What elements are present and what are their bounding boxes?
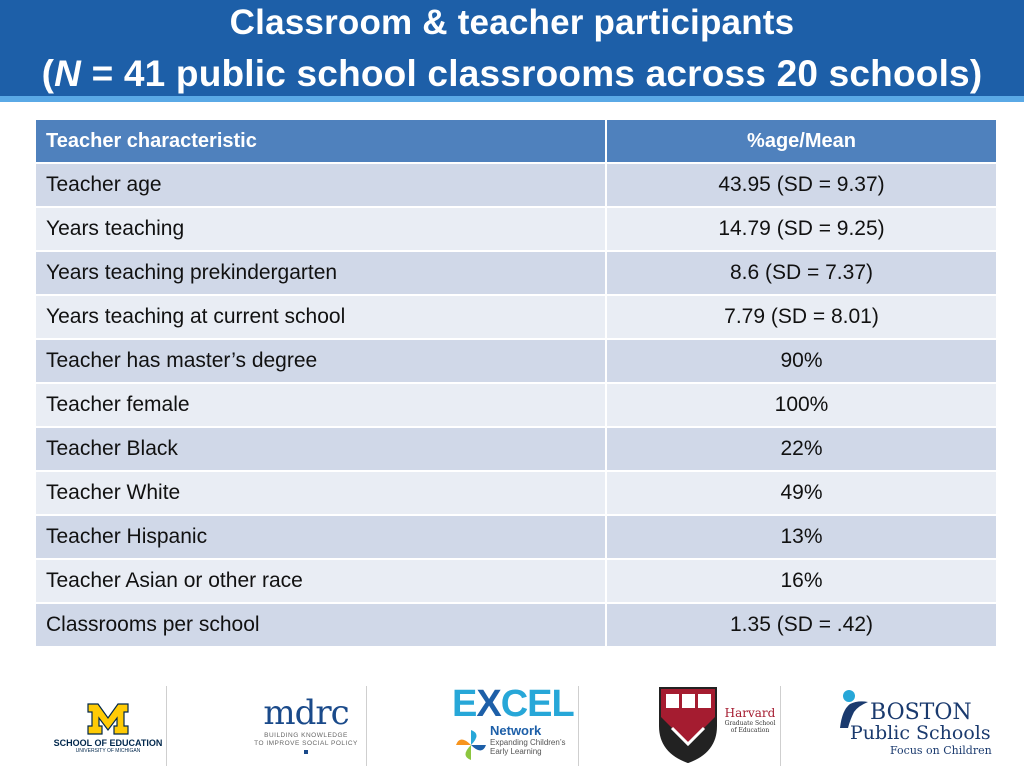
row-value: 8.6 (SD = 7.37) (606, 251, 997, 295)
mdrc-tagline-2: TO IMPROVE SOCIAL POLICY (254, 740, 358, 747)
row-value: 49% (606, 471, 997, 515)
excel-letters-cel: CEL (500, 683, 574, 725)
mdrc-tagline-1: BUILDING KNOWLEDGE (264, 732, 348, 739)
row-label: Teacher Asian or other race (35, 559, 606, 603)
header-accent-strip (0, 96, 1024, 102)
bps-line2: Public Schools (850, 722, 991, 744)
mdrc-dot (304, 750, 308, 754)
block-m-icon (86, 702, 130, 736)
subtitle-text: = 41 public school classrooms across 20 schools) (81, 53, 983, 94)
table-row (35, 471, 997, 515)
harvard-name: Harvard (724, 706, 776, 720)
row-value: 14.79 (SD = 9.25) (606, 207, 997, 251)
mdrc-wordmark: mdrc (263, 693, 349, 733)
row-label: Classrooms per school (35, 603, 606, 647)
row-value: 90% (606, 339, 997, 383)
row-label: Years teaching at current school (35, 295, 606, 339)
umich-line2: UNIVERSITY OF MICHIGAN (75, 748, 141, 754)
harvard-line1: Graduate School (724, 720, 776, 727)
table-row (35, 295, 997, 339)
row-label: Teacher has master’s degree (35, 339, 606, 383)
row-label: Years teaching prekindergarten (35, 251, 606, 295)
title-banner (0, 0, 1024, 96)
table-row (35, 383, 997, 427)
excel-wordmark (452, 684, 577, 724)
excel-network-label: Network (490, 723, 542, 738)
subtitle-n-symbol: N (54, 53, 82, 94)
pinwheel-icon (454, 728, 488, 762)
partner-logos (0, 680, 1024, 768)
row-value: 43.95 (SD = 9.37) (606, 163, 997, 207)
table-row (35, 163, 997, 207)
table-row (35, 339, 997, 383)
row-label: Teacher female (35, 383, 606, 427)
harvard-line2: of Education (730, 727, 770, 734)
table-row (35, 251, 997, 295)
row-value: 100% (606, 383, 997, 427)
row-label: Years teaching (35, 207, 606, 251)
harvard-gse-logo (656, 684, 780, 766)
umich-line1: SCHOOL OF EDUCATION (53, 738, 163, 748)
excel-letter-e: E (452, 683, 477, 725)
umich-school-of-education-logo (52, 702, 164, 754)
teacher-characteristics-table (34, 118, 998, 648)
table-row (35, 603, 997, 647)
row-label: Teacher age (35, 163, 606, 207)
boston-public-schools-logo (832, 684, 992, 766)
row-value: 22% (606, 427, 997, 471)
row-value: 1.35 (SD = .42) (606, 603, 997, 647)
excel-tagline-2: Early Learning (490, 747, 542, 756)
excel-network-logo (452, 684, 577, 768)
harvard-text (720, 706, 780, 734)
table-row (35, 427, 997, 471)
bps-line3: Focus on Children (890, 744, 992, 757)
table-row (35, 515, 997, 559)
table-row (35, 207, 997, 251)
excel-tagline-1: Expanding Children’s (490, 738, 566, 747)
row-value: 16% (606, 559, 997, 603)
excel-letter-x: X (476, 683, 501, 725)
slide-title: Classroom & teacher participants (229, 3, 795, 42)
row-label: Teacher Hispanic (35, 515, 606, 559)
row-value: 13% (606, 515, 997, 559)
column-header-value: %age/Mean (606, 119, 997, 163)
harvard-shield-icon (658, 686, 718, 764)
row-label: Teacher White (35, 471, 606, 515)
table-header-row (35, 119, 997, 163)
column-header-characteristic: Teacher characteristic (35, 119, 606, 163)
subtitle-open-paren: ( (41, 53, 55, 94)
slide-subtitle (0, 52, 1024, 96)
row-label: Teacher Black (35, 427, 606, 471)
mdrc-logo (244, 694, 368, 764)
table-row (35, 559, 997, 603)
row-value: 7.79 (SD = 8.01) (606, 295, 997, 339)
bps-line1: BOSTON (870, 700, 972, 725)
